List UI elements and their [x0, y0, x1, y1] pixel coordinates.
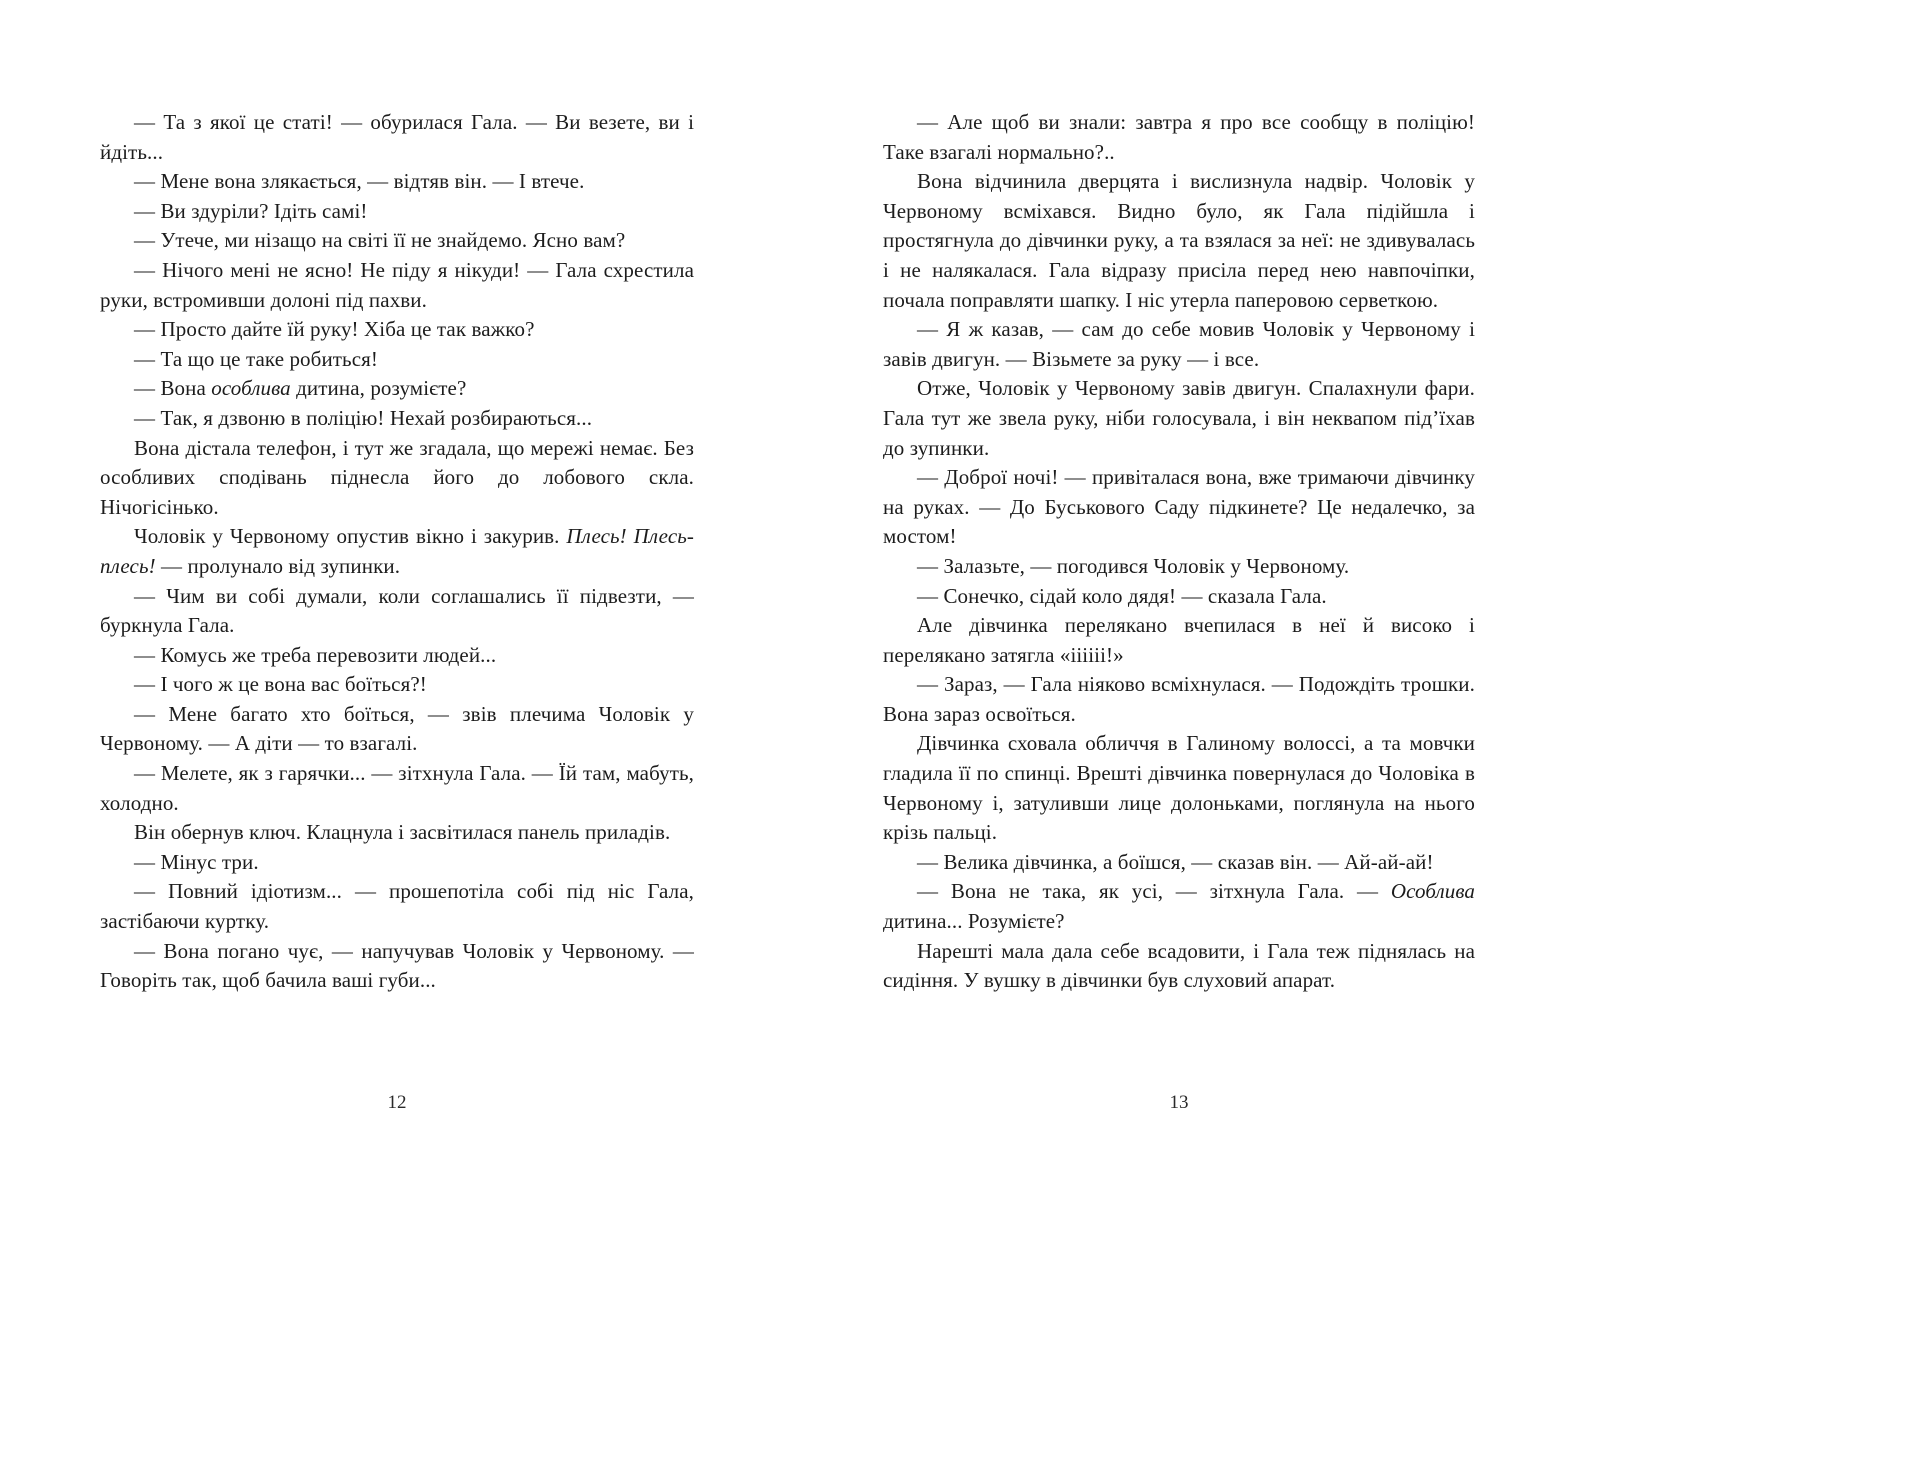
paragraph: [883, 552, 1475, 582]
text-run: — І чого ж це вона вас боїться?!: [134, 672, 427, 697]
text-run: Нарешті мала дала себе всадовити, і Гала теж піднялась на сидіння. У вушку в дівчинки був слуховий апарат.: [883, 938, 1475, 993]
paragraph: [100, 582, 694, 641]
text-run: — Та з якої це статі! — обурилася Гала. — Ви везете, ви і йдіть...: [100, 110, 694, 164]
paragraph: [100, 256, 694, 315]
paragraph: [100, 877, 694, 936]
paragraph: [883, 315, 1475, 374]
text-run: — Мелете, як з гарячки... — зітхнула Гала. — Їй там, мабуть, холодно.: [100, 761, 694, 815]
page-number-left: 12: [387, 1092, 407, 1113]
paragraph: [883, 611, 1475, 670]
page-right-text: [883, 108, 1475, 996]
page-number-right: 13: [1169, 1092, 1189, 1113]
paragraph: [883, 877, 1475, 936]
italic-text-run: Особлива: [1390, 879, 1475, 904]
text-run: — Сонечко, сідай коло дядя! — сказала Гала.: [917, 583, 1327, 608]
text-run: — Велика дівчинка, а боїшся, — сказав він. — Ай-ай-ай!: [917, 849, 1434, 874]
paragraph: [100, 522, 694, 581]
text-run: — Нічого мені не ясно! Не піду я нікуди! — Гала схрестила руки, встромивши долоні під пахви.: [100, 257, 694, 312]
paragraph: [100, 434, 694, 523]
text-run: Чоловік у Червоному опустив вікно і закурив.: [134, 524, 567, 549]
paragraph: [883, 463, 1475, 552]
paragraph: [883, 108, 1475, 167]
text-run: — Зараз, — Гала ніяково всміхнулася. — Подождіть трошки. Вона зараз освоїться.: [883, 672, 1475, 726]
text-run: Але дівчинка перелякано вчепилася в неї й високо і перелякано затягла «іііііі!»: [883, 613, 1475, 667]
paragraph: [100, 670, 694, 700]
text-run: — пролунало від зупинки.: [155, 553, 401, 578]
paragraph: [100, 197, 694, 227]
text-run: — Я ж казав, — сам до себе мовив Чоловік у Червоному і завів двигун. — Візьмете за руку — і все.: [883, 317, 1475, 371]
italic-text-run: Плесь! Плесь-плесь!: [100, 524, 694, 578]
paragraph: [883, 582, 1475, 612]
paragraph: [883, 167, 1475, 315]
text-run: — Так, я дзвоню в поліцію! Нехай розбираються...: [134, 405, 593, 430]
text-run: — Ви здуріли? Ідіть самі!: [134, 198, 368, 223]
text-run: — Але щоб ви знали: завтра я про все сообщу в поліцію! Таке взагалі нормально?..: [883, 110, 1475, 164]
paragraph: [100, 818, 694, 848]
paragraph: [100, 848, 694, 878]
text-run: — Вона не така, як усі, — зітхнула Гала. —: [917, 879, 1391, 904]
text-run: дитина... Розумієте?: [883, 909, 1065, 934]
text-run: Вона відчинила дверцята і вислизнула надвір. Чоловік у Червоному всміхався. Видно було, як Гала підійшла і простягнула до дівчинки руку, а та взялася за неї: не здивувалась і не налякалася. Гала відразу присіла перед нею навпочіпки, почала поправляти шапку. І ніс утерла паперовою серветкою.: [883, 169, 1475, 312]
text-run: — Комусь же треба перевозити людей...: [134, 642, 497, 667]
text-run: Вона дістала телефон, і тут же згадала, що мережі немає. Без особливих сподівань піднесла його до лобового скла. Нічогісінько.: [100, 435, 694, 519]
text-run: Він обернув ключ. Клацнула і засвітилася панель приладів.: [134, 820, 671, 845]
paragraph: [100, 937, 694, 996]
text-run: Отже, Чоловік у Червоному завів двигун. Спалахнули фари. Гала тут же звела руку, ніби голосувала, і він неквапом під’їхав до зупинки.: [883, 376, 1475, 460]
paragraph: [883, 374, 1475, 463]
text-run: — Залазьте, — погодився Чоловік у Червоному.: [917, 553, 1350, 578]
paragraph: [883, 729, 1475, 847]
text-run: — Чим ви собі думали, коли соглашались її підвезти, — буркнула Гала.: [100, 583, 694, 638]
text-run: — Просто дайте їй руку! Хіба це так важко?: [134, 317, 535, 342]
paragraph: [100, 226, 694, 256]
text-run: — Утече, ми нізащо на світі її не знайдемо. Ясно вам?: [134, 228, 626, 253]
paragraph: [883, 937, 1475, 996]
text-run: Дівчинка сховала обличчя в Галиному волоссі, а та мовчки гладила її по спинці. Врешті дівчинка повернулася до Чоловіка в Червоному і, затуливши лице долоньками, поглянула на нього крізь пальці.: [883, 731, 1475, 845]
paragraph: [100, 641, 694, 671]
paragraph: [100, 759, 694, 818]
page-left-text: [100, 108, 694, 996]
paragraph: [100, 345, 694, 375]
text-run: — Вона: [134, 376, 212, 401]
paragraph: [100, 700, 694, 759]
paragraph: [100, 315, 694, 345]
paragraph: [100, 108, 694, 167]
text-run: — Мене вона злякається, — відтяв він. — І втече.: [134, 169, 585, 194]
text-run: — Мінус три.: [134, 849, 259, 874]
paragraph: [100, 167, 694, 197]
text-run: — Доброї ночі! — привіталася вона, вже тримаючи дівчинку на руках. — До Буськового Саду підкинете? Це недалечко, за мостом!: [883, 465, 1475, 549]
paragraph: [883, 670, 1475, 729]
text-run: — Повний ідіотизм... — прошепотіла собі під ніс Гала, застібаючи куртку.: [100, 879, 694, 934]
paragraph: [100, 404, 694, 434]
italic-text-run: особлива: [211, 376, 291, 401]
text-run: — Та що це таке робиться!: [134, 346, 379, 371]
paragraph: [883, 848, 1475, 878]
page-left: [100, 0, 694, 1477]
text-run: — Вона погано чує, — напучував Чоловік у Червоному. — Говоріть так, щоб бачила ваші губи...: [100, 938, 694, 993]
text-run: — Мене багато хто боїться, — звів плечима Чоловік у Червоному. — А діти — то взагалі.: [100, 701, 694, 756]
page-right: [883, 0, 1475, 1477]
text-run: дитина, розумієте?: [290, 376, 467, 401]
paragraph: [100, 374, 694, 404]
